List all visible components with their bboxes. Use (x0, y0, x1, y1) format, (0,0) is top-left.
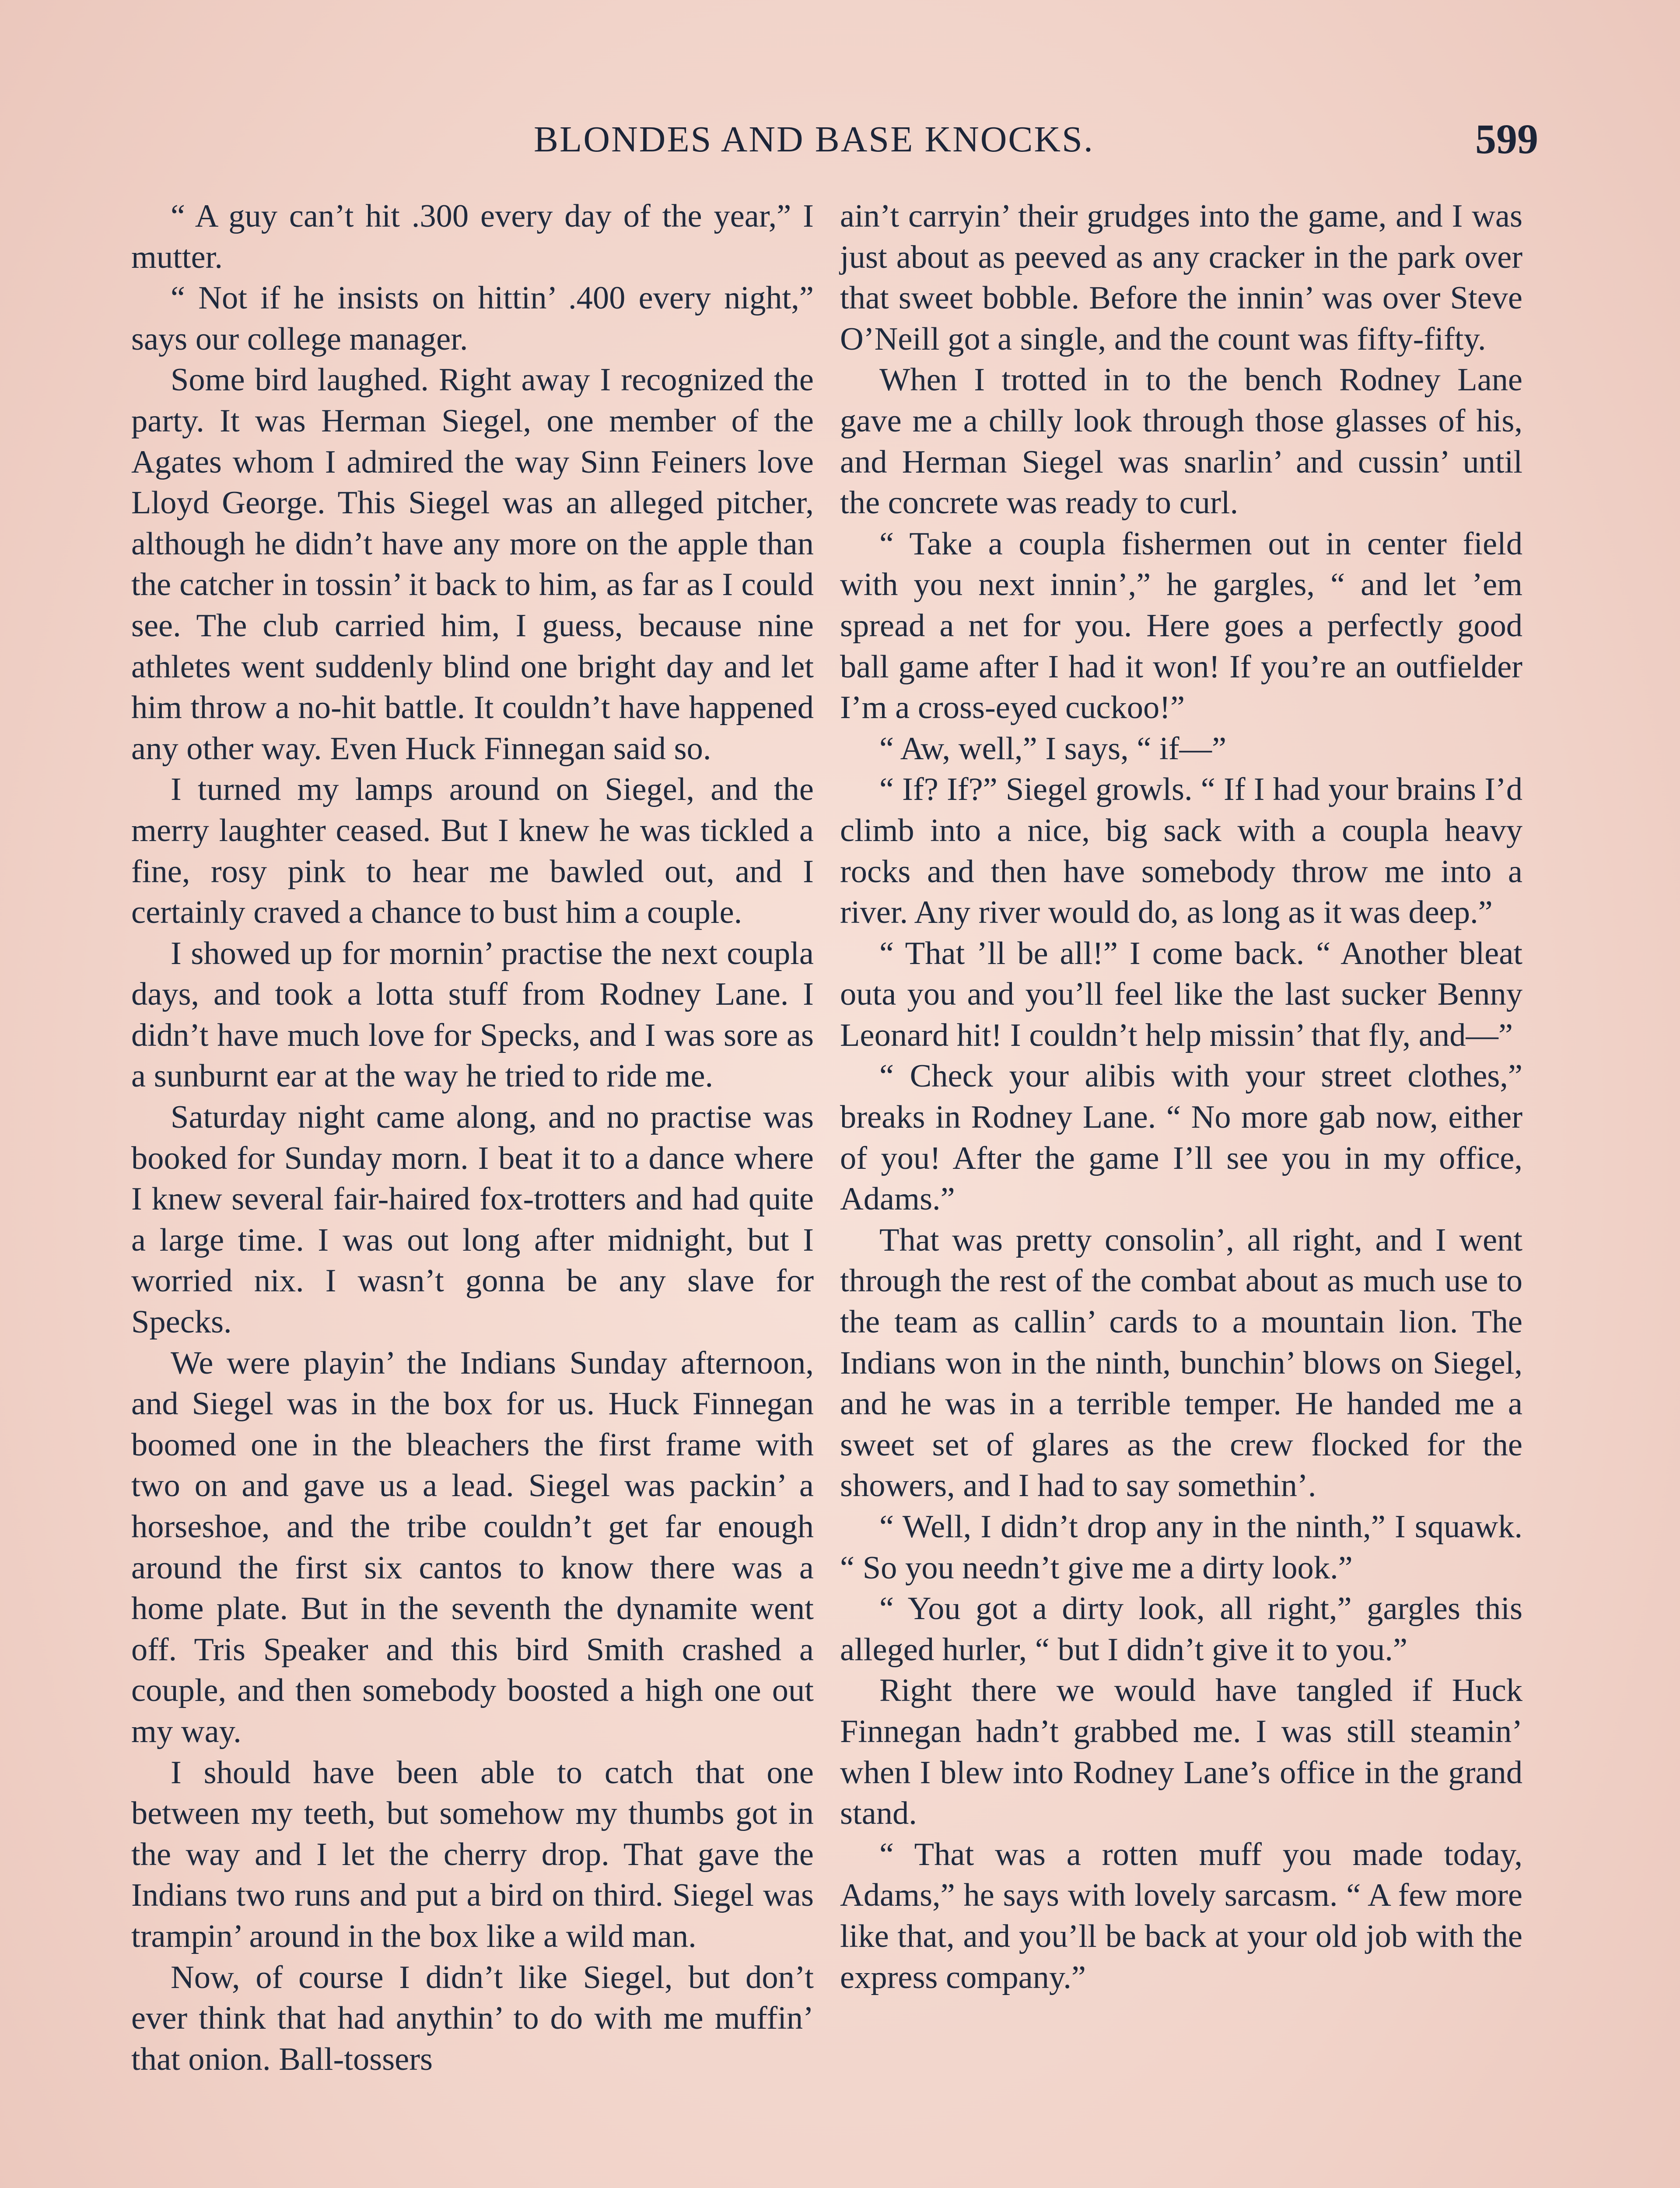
paragraph: “ That ’ll be all!” I come back. “ Another bleat outa you and you’ll feel like the last sucker Benny Leonard hit! I couldn’t help missin’ that fly, and—” (840, 935, 1522, 1053)
paragraph: When I trotted in to the bench Rodney Lane gave me a chilly look through those glasses of his, and Herman Siegel was snarlin’ and cussin’ until the concrete was ready to curl. (840, 362, 1522, 521)
paragraph: “ Well, I didn’t drop any in the ninth,” I squawk. “ So you needn’t give me a dirty look.” (840, 1509, 1522, 1586)
paragraph: “ Take a coupla fishermen out in center field with you next innin’,” he gargles, “ and let ’em spread a net for you. Here goes a perfectly good ball game after I had it won! If you’re an outfielder I’m a cross-eyed cuckoo!” (840, 526, 1522, 726)
paragraph: I showed up for mornin’ practise the next coupla days, and took a lotta stuff from Rodney Lane. I didn’t have much love for Specks, and I was sore as a sunburnt ear at the way he tried to ride me. (131, 935, 814, 1094)
left-column (131, 196, 814, 2080)
paragraph: “ You got a dirty look, all right,” gargles this alleged hurler, “ but I didn’t give it to you.” (840, 1591, 1522, 1668)
paragraph: “ Aw, well,” I says, “ if—” (879, 730, 1227, 767)
running-title: BLONDES AND BASE KNOCKS. (534, 119, 1094, 160)
paragraph: We were playin’ the Indians Sunday afternoon, and Siegel was in the box for us. Huck Finnegan boomed one in the bleachers the first frame with two on and gave us a lead. Siegel was packin’ a horseshoe, and the tribe couldn’t get far enough around the first six cantos to know there was a home plate. But in the seventh the dynamite went off. Tris Speaker and this bird Smith crashed a couple, and then somebody boosted a high one out my way. (131, 1345, 814, 1750)
paragraph: “ Check your alibis with your street clothes,” breaks in Rodney Lane. “ No more gab now, either of you! After the game I’ll see you in my office, Adams.” (840, 1058, 1522, 1217)
paragraph: That was pretty consolin’, all right, and I went through the rest of the combat about as much use to the team as callin’ cards to a mountain lion. The Indians won in the ninth, bunchin’ blows on Siegel, and he was in a terrible temper. He handed me a sweet set of glares as the crew flocked for the showers, and I had to say somethin’. (840, 1222, 1522, 1504)
paragraph: “ A guy can’t hit .300 every day of the year,” I mutter. (131, 198, 814, 275)
paragraph: Some bird laughed. Right away I recognized the party. It was Herman Siegel, one member of the Agates whom I admired the way Sinn Feiners love Lloyd George. This Siegel was an alleged pitcher, although he didn’t have any more on the apple than the catcher in tossin’ it back to him, as far as I could see. The club carried him, I guess, because nine athletes went suddenly blind one bright day and let him throw a no-hit battle. It couldn’t have happened any other way. Even Huck Finnegan said so. (131, 362, 814, 767)
paragraph: I turned my lamps around on Siegel, and the merry laughter ceased. But I knew he was tickled a fine, rosy pink to hear me bawled out, and I certainly craved a chance to bust him a couple. (131, 771, 814, 931)
paragraph: “ That was a rotten muff you made today, Adams,” he says with lovely sarcasm. “ A few more like that, and you’ll be back at your old job with the express company.” (840, 1836, 1522, 1995)
paragraph: Saturday night came along, and no practise was booked for Sunday morn. I beat it to a dance where I knew several fair-haired fox-trotters and had quite a large time. I was out long after midnight, but I worried nix. I wasn’t gonna be any slave for Specks. (131, 1099, 814, 1340)
paragraph: “ If? If?” Siegel growls. “ If I had your brains I’d climb into a nice, big sack with a coupla heavy rocks and then have somebody throw me into a river. Any river would do, as long as it was deep.” (840, 771, 1522, 931)
paragraph: I should have been able to catch that one between my teeth, but somehow my thumbs got in the way and I let the cherry drop. That gave the Indians two runs and put a bird on third. Siegel was trampin’ around in the box like a wild man. (131, 1754, 814, 1954)
paragraph: Now, of course I didn’t like Siegel, but don’t ever think that had anythin’ to do with me muffin’ that onion. Ball-tossers (131, 1959, 814, 2077)
paragraph: “ Not if he insists on hittin’ .400 every night,” says our college manager. (131, 280, 814, 357)
paragraph-continued: ain’t carryin’ their grudges into the game, and I was just about as peeved as any cracker in the park over that sweet bobble. Before the innin’ was over Steve O’Neill got a single, and the count was fifty-fifty. (840, 198, 1522, 357)
paragraph: Right there we would have tangled if Huck Finnegan hadn’t grabbed me. I was still steamin’ when I blew into Rodney Lane’s office in the grand stand. (840, 1673, 1522, 1832)
right-column (840, 196, 1522, 1998)
page-number: 599 (1475, 116, 1538, 162)
page-header (0, 118, 1680, 171)
